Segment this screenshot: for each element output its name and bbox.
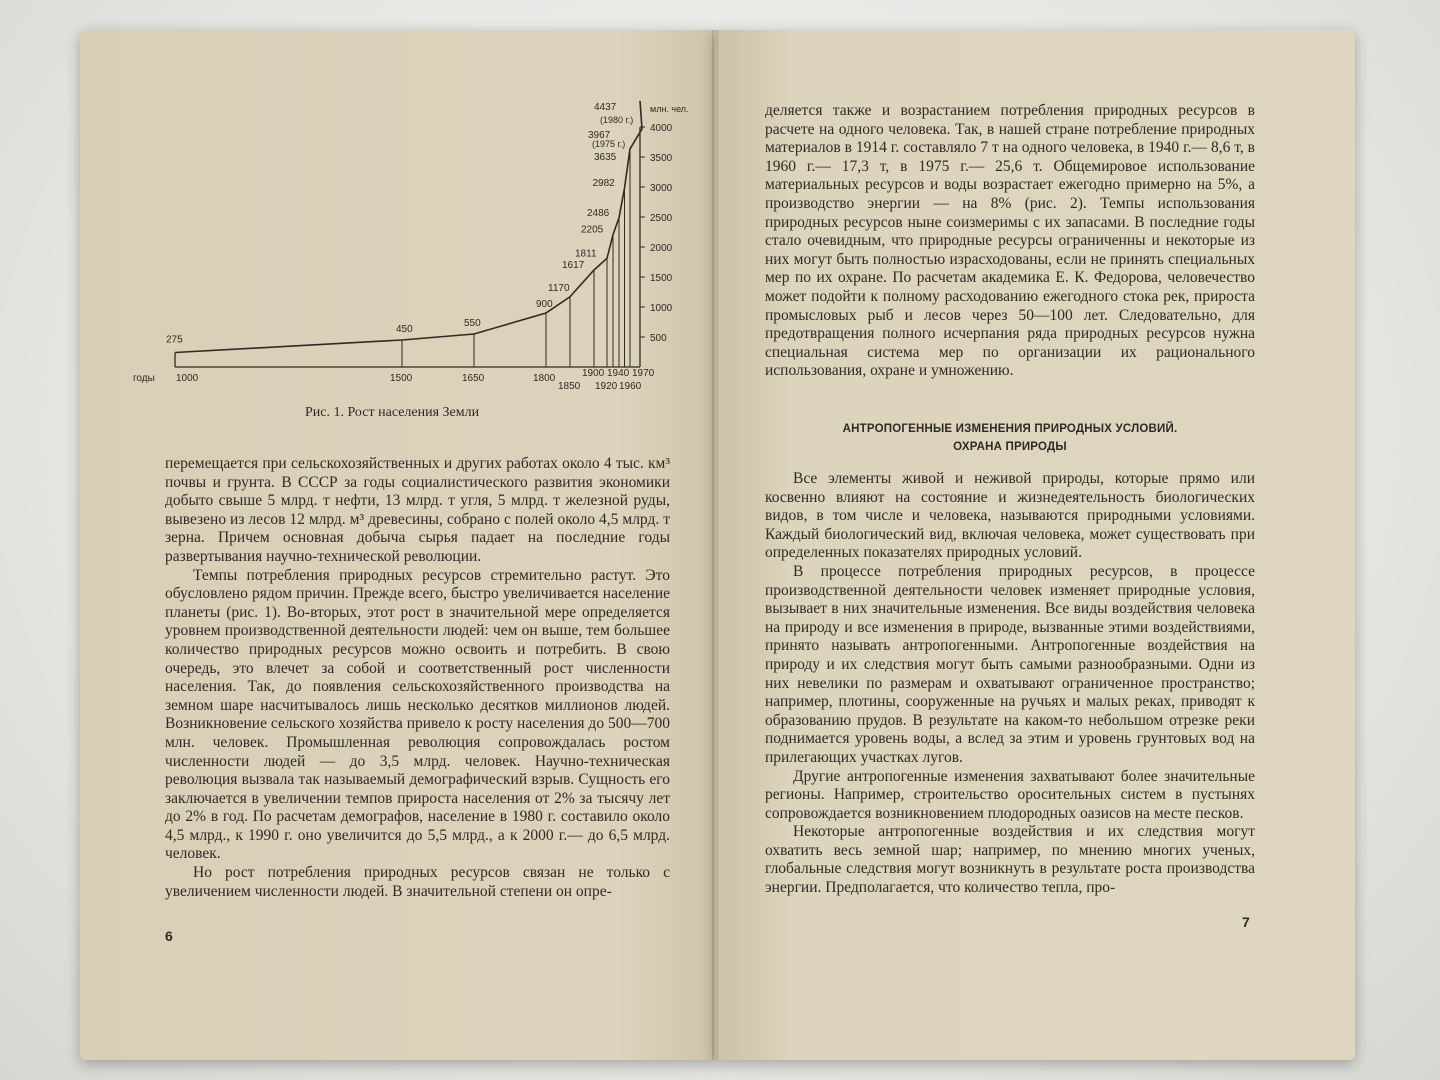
data-label: 4437 [594,102,617,113]
annotation-label: (1980 г.) [600,115,634,125]
y-tick-label: 3000 [650,183,673,194]
right-paragraph: Другие антропогенные изменения захватывают более значительные регионы. Например, строительство оросительных систем в пустынях сопровождается возникновением плодородных оазисов на месте песков. [765,767,1255,822]
x-tick-label: 1650 [462,373,485,384]
data-label: 900 [536,299,553,310]
y-tick-label: 500 [650,333,667,344]
data-label: 275 [166,334,183,346]
population-curve [175,101,642,353]
data-label: 2205 [581,224,604,236]
right-top-text [765,102,1255,381]
left-paragraph: Темпы потребления природных ресурсов стремительно растут. Это обусловлено рядом причин. Прежде всего, быстро увеличивается население планеты (рис. 1). Во-вторых, этот рост в значительной мере определяется уровнем производственной деятельности людей: чем он выше, тем большее количество природных ресурсов можно освоить и потребить. В свою очередь, это влечет за собой и соответственный рост численности населения. Так, до появления сельскохозяйственного производства на земном шаре насчитывалось лишь несколько десятков миллионов людей. Возникновение сельского хозяйства привело к росту населения до 500—700 млн. человек. Промышленная революция сопровождалась ростом численности людей — до 3,5 млрд. человек. Научно-техническая революция вызвала так называемый демографический взрыв. Сущность его заключается в увеличении темпов прироста населения от 2% за тысячу лет до 2% в год. По расчетам демографов, население в 1980 г. составило около 4,5 млрд., к 1990 г. оно увеличится до 5,5 млрд., а к 2000 г.— до 6,5 млрд. человек. [165,566,670,863]
y-tick-label: 1000 [650,303,673,314]
x-tick-label: 1800 [533,373,556,384]
section-heading-line: ОХРАНА ПРИРОДЫ [953,441,1067,453]
y-tick-label: 2000 [650,243,673,254]
y-tick-label: 1500 [650,273,673,284]
y-tick-label: 4000 [650,123,673,134]
data-label: 3967 [588,130,611,141]
x-tick-label: 1970 [632,368,655,379]
data-label: 550 [464,318,481,329]
x-tick-label: 1960 [619,381,642,392]
x-tick-label: 1920 [595,381,618,392]
page-number-left: 6 [165,928,173,944]
data-label: 1617 [562,259,585,271]
right-paragraph: Все элементы живой и неживой природы, которые прямо или косвенно влияют на состояние и жизнедеятельность биологических видов, в том числе и человека, называются природными условиями. Каждый биологический вид, включая человека, может существовать при определенных показателях природных условий. [765,470,1255,562]
x-tick-label: 1500 [390,373,413,384]
data-label: 3635 [594,152,617,163]
right-paragraph: Некоторые антропогенные воздействия и их следствия могут охватить весь земной шар; например, по мнению многих ученых, глобальные следствия могут возникнуть в результате роста производства энергии. Предполагается, что количество тепла, про- [765,823,1255,897]
x-tick-label: 1000 [176,373,199,384]
data-label: 1170 [548,282,570,294]
y-axis-label: млн. чел. [650,104,689,114]
x-tick-label: 1850 [558,381,581,392]
data-label: 1811 [575,248,597,260]
left-page-text [165,455,670,901]
x-tick-label: 1900 [582,368,605,379]
x-tick-label: 1940 [607,368,630,379]
section-heading-line: АНТРОПОГЕННЫЕ ИЗМЕНЕНИЯ ПРИРОДНЫХ УСЛОВИЙ. [842,423,1178,435]
figure-caption: Рис. 1. Рост населения Земли [305,405,480,420]
left-paragraph: перемещается при сельскохозяйственных и других работах около 4 тыс. км³ почвы и грунта. В СССР за годы социалистического развития экономики добыто свыше 5 млрд. т нефти, 13 млрд. т угля, 5 млрд. т железной руды, вывезено из лесов 12 млрд. м³ древесины, собрано с полей около 4,5 млрд. т зерна. Причем основная добыча сырья падает на последние годы развертывания научно-технической революции. [165,455,670,565]
data-label: 2486 [587,207,610,219]
right-top-paragraph: деляется также и возрастанием потребления природных ресурсов в расчете на одного человека. Так, в нашей стране потребление природных материалов в 1914 г. составляло 7 т на одного человека, в 1940 г.— 8,6 т, в 1960 г.— 17,3 т, в 1975 г.— 25,6 т. Общемировое использование материальных ресурсов и воды возрастает ежегодно примерно на 5%, а производство энергии — на 8% (рис. 2). Темпы использования природных ресурсов ныне соизмеримы с их запасами. В последние годы стало очевидным, что природные ресурсы ограниченны и некоторые из них могут быть полностью израсходованы, если не принять специальных мер по их охране. По расчетам академика Е. К. Федорова, человечество может подойти к полному расходованию ежегодного стока рек, прироста промысловых рыб и лесов через 50—100 лет. Следовательно, для предотвращения полного исчерпания ряда природных ресурсов нужна специальная система мер по организации их рационального использования, охране и умножению. [765,102,1255,380]
data-label: 450 [396,324,413,335]
right-paragraph: В процессе потребления природных ресурсов, в процессе производственной деятельности человек изменяет природные условия, вызывает в них значительные изменения. Все виды воздействия человека на природу и все изменения в природе, вызванные этими воздействиями, принято называть антропогенными. Антропогенные воздействия на природу и их следствия могут быть самыми разнообразными. Одни из них невелики по размерам и охватывают ограниченное пространство; например, плотины, сооруженные на ручьях и малых реках, приводят к образованию прудов. В результате на каком-то небольшом отрезке реки поднимается уровень воды, а вслед за этим и уровень грунтовых вод на прилегающих участках лугов. [765,562,1255,766]
right-page-text [765,470,1255,898]
y-tick-label: 2500 [650,213,673,224]
annotation-label: (1975 г.) [592,139,626,149]
left-paragraph: Но рост потребления природных ресурсов связан не только с увеличением численности людей. В значительной степени он опре- [165,864,670,900]
x-axis-label: годы [133,373,155,384]
data-label: 2982 [592,178,615,190]
page-number-right: 7 [1242,914,1250,930]
y-tick-label: 3500 [650,153,673,164]
section-heading [780,420,1240,456]
